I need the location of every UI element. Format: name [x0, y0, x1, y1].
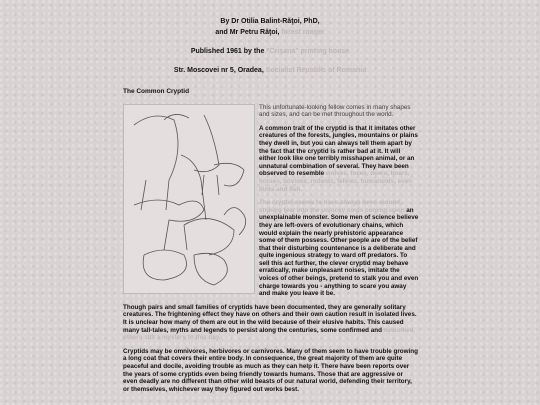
publisher-line: Published 1961 by the "Crişana" printing house	[190, 48, 350, 55]
paragraph-1: This unfortunate-looking fellow comes in many shapes and sizes, and can be met throughout the world.	[259, 103, 411, 119]
author-line: By Dr Otilia Balint-Răţoi, PhD,	[220, 18, 320, 25]
article-title: The Common Cryptid	[123, 88, 190, 95]
paragraph-2: A common trait of the cryptid is that it imitates other creatures of the forests, jungles, mountains or plains they dwell in, but you can always tell them apart by the fact that the cryptid is rather bad at it. It will either look like one terribly misshapen animal, or an unnatural combination of several. They have been observed to resemble wolves, foxes, deers, boars, horses, bovines, rodents, felines, humanoids, even birds and fish.	[259, 124, 418, 193]
document-header	[0, 16, 540, 76]
paragraph-4: Though pairs and small families of cryptids have been documented, they are generally solitary creatures. The frightening effect they have on others and their own caution result in isolated lives. It is unclear how many of them are out in the wild because of their elusive habits. This caused many tall-tales, myths and legends to persist along the centuries, some confirmed and debunked, others still a mystery to this day.	[123, 303, 417, 342]
cryptid-sketch-image	[123, 104, 255, 294]
article	[123, 88, 419, 399]
coauthor-line: and Mr Petru Răţoi, forest ranger	[215, 29, 325, 36]
address-line: Str. Moscovei nr 5, Oradea, Socialist Republic of Romania	[173, 67, 367, 74]
paragraph-3: The cryptid seems to have always been around, striking fear into the unlucky souls coming upon an unexplainable monster. Some men of science believe they are left-overs of evolutionary chains, which would explain the nearly prehistoric appearance some of them possess. Other people are of the belief that their disturbing countenance is a deliberate and quite ingenious strategy to ward off predators. To sell this act further, the clever cryptid may behave erratically, make unpleasant noises, imitate the voices of other beings, pretend to stalk you and even charge towards you - anything to scare you away and make you leave it be.	[259, 199, 419, 298]
paragraph-5: Cryptids may be omnivores, herbivores or carnivores. Many of them seem to have trouble growing a long coat that covers their entire body. In consequence, the great majority of them are quite peaceful and docile, avoiding trouble as much as they can help it. There have been reports over the years of some cryptids even being friendly towards humans. Those that are aggressive or even deadly are no different than other wild beasts of our natural world, defending their territory, or themselves, whichever way they figured out works best.	[123, 347, 418, 393]
